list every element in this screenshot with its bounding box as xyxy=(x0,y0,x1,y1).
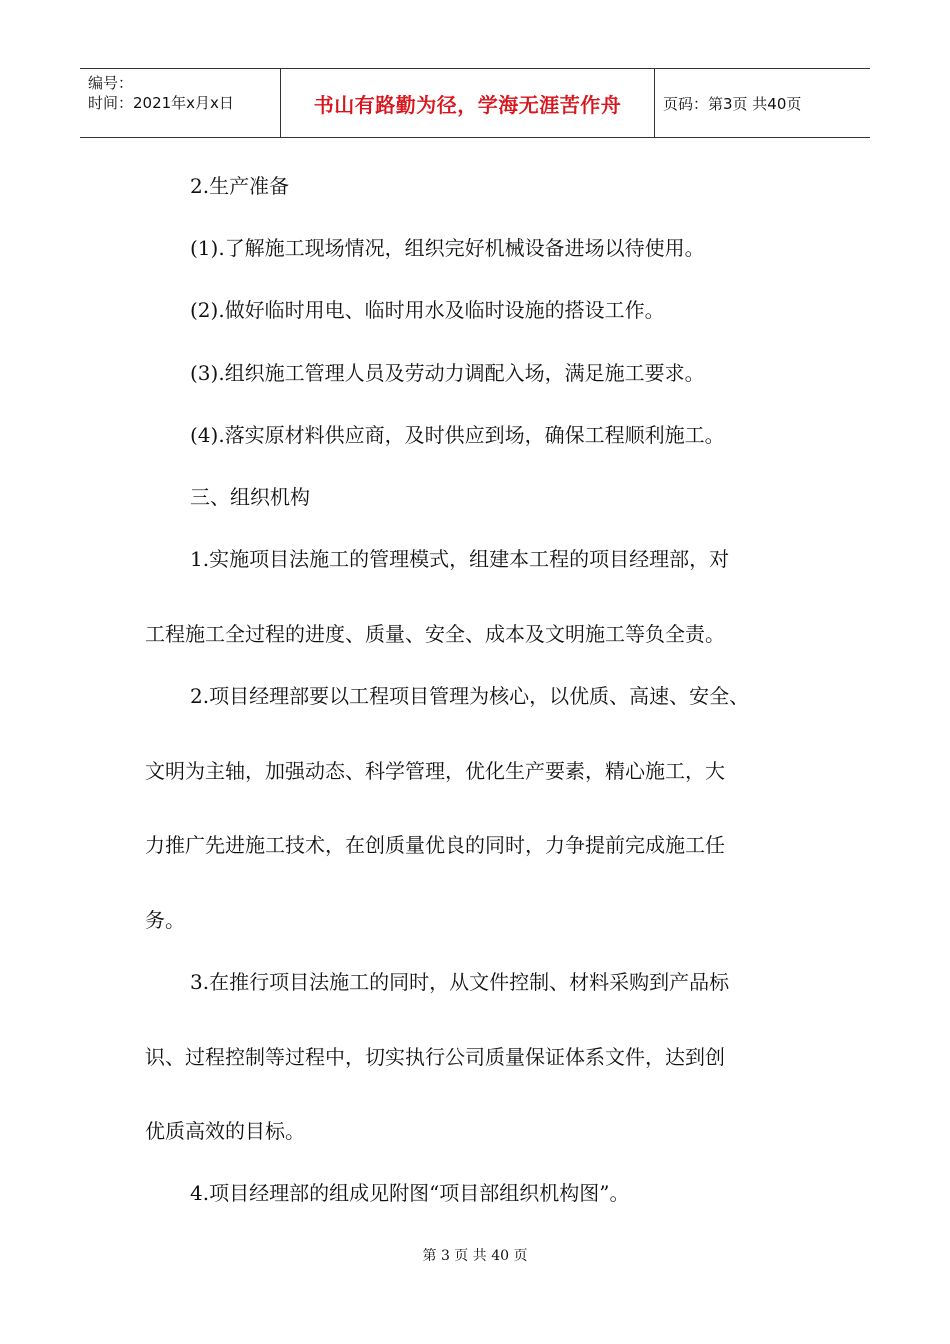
list-item: (4).落实原材料供应商，及时供应到场，确保工程顺利施工。 xyxy=(190,423,725,447)
page-header xyxy=(80,68,870,138)
paragraph-line: 3.在推行项目法施工的同时，从文件控制、材料采购到产品标 xyxy=(190,970,730,994)
paragraph-line: 1.实施项目法施工的管理模式，组建本工程的项目经理部，对 xyxy=(190,547,730,571)
page-info-text: 页码：第3页 共40页 xyxy=(663,94,802,113)
paragraph-line: 识、过程控制等过程中，切实执行公司质量保证体系文件，达到创 xyxy=(145,1045,725,1069)
list-item: (1).了解施工现场情况，组织完好机械设备进场以待使用。 xyxy=(190,236,705,260)
list-item: (2).做好临时用电、临时用水及临时设施的搭设工作。 xyxy=(190,298,665,322)
header-page-info xyxy=(655,69,870,137)
paragraph-line: 优质高效的目标。 xyxy=(145,1119,305,1143)
header-meta xyxy=(80,69,281,137)
section-heading: 三、组织机构 xyxy=(190,485,310,509)
paragraph-line: 4.项目经理部的组成见附图“项目部组织机构图”。 xyxy=(190,1181,630,1205)
time-label: 时间：2021年x月x日 xyxy=(88,94,234,112)
number-label: 编号： xyxy=(88,74,134,92)
paragraph-line: 文明为主轴，加强动态、科学管理，优化生产要素，精心施工，大 xyxy=(145,759,725,783)
paragraph-line: 务。 xyxy=(145,908,185,932)
paragraph-line: 工程施工全过程的进度、质量、安全、成本及文明施工等负全责。 xyxy=(145,622,725,646)
paragraph-line: 2.项目经理部要以工程项目管理为核心，以优质、高速、安全、 xyxy=(190,684,750,708)
header-motto-cell xyxy=(281,69,655,137)
section-heading: 2.生产准备 xyxy=(190,174,290,198)
page-footer: 第 3 页 共 40 页 xyxy=(422,1248,528,1264)
list-item: (3).组织施工管理人员及劳动力调配入场，满足施工要求。 xyxy=(190,361,705,385)
header-motto: 书山有路勤为径，学海无涯苦作舟 xyxy=(313,92,622,117)
paragraph-line: 力推广先进施工技术，在创质量优良的同时，力争提前完成施工任 xyxy=(145,833,725,857)
